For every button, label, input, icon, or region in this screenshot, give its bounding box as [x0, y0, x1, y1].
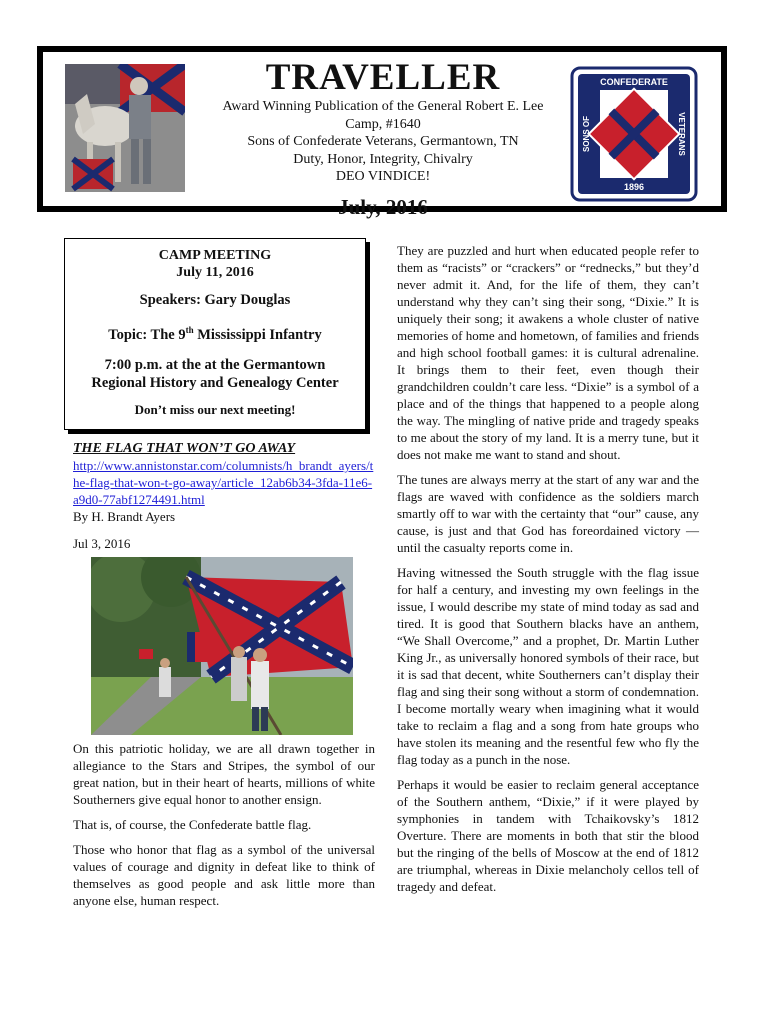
- issue-date: July, 2016: [338, 194, 428, 219]
- article-paragraph: On this patriotic holiday, we are all drawn together in allegiance to the Stars and Stripes, the symbol of our great nation, but in their heart of hearts, millions of white Southerners give equal honor to another ensign.: [73, 741, 375, 807]
- article-date: Jul 3, 2016: [73, 536, 131, 551]
- masthead: [37, 46, 727, 219]
- meeting-topic-suffix: Mississippi Infantry: [193, 326, 322, 343]
- logo-bottom-text: 1896: [623, 182, 645, 192]
- meeting-reminder: Don’t miss our next meeting!: [134, 401, 296, 417]
- flag-rally-photo: [91, 557, 353, 735]
- meeting-venue: Regional History and Genealogy Center: [91, 374, 339, 391]
- article-paragraph: That is, of course, the Confederate battle flag.: [73, 817, 312, 832]
- masthead-line: Award Winning Publication of the General Robert E. Lee: [222, 99, 544, 114]
- article-left-text: [73, 740, 375, 917]
- meeting-topic-prefix: Topic: The 9: [108, 326, 186, 343]
- masthead-line: Camp, #1640: [345, 116, 421, 132]
- article-paragraph: The tunes are always merry at the start of any war and the flags are waved with confidence as the soldiers march smartly off to war with the certainty that “our” cause, any cause, is just and that God has foreordained victory — until the casualty reports come in.: [397, 472, 699, 555]
- article-right-text: [397, 242, 699, 903]
- article-byline: By H. Brandt Ayers: [73, 509, 176, 524]
- masthead-line: Duty, Honor, Integrity, Chivalry: [293, 151, 473, 167]
- logo-top-text: CONFEDERATE: [600, 77, 668, 87]
- article-paragraph: Having witnessed the South struggle with the flag issue for half a century, and investing my own feelings in the issue, I would describe my state of mind today as sad and tired. It is good that Southern blacks have an anthem, “We Shall Overcome,” and a prophet, Dr. Martin Luther King Jr., as universally honored symbols of their race, but it is sad that decent, white Southerners can’t display their flag and sing their song without a storm of condemnation. I become mortally weary when imagining what it would take to reclaim a flag and a song from hate groups who have stolen its meaning and the resentful few who fly the flag today as a punch in the nose.: [397, 565, 699, 767]
- logo-left-text: SONS OF: [582, 115, 591, 153]
- meeting-time-location: 7:00 p.m. at the at the Germantown: [104, 356, 326, 373]
- meeting-heading: CAMP MEETING: [158, 248, 272, 263]
- scv-logo: [570, 66, 698, 202]
- meeting-date: July 11, 2016: [176, 265, 254, 280]
- meeting-speakers: Speakers: Gary Douglas: [139, 292, 291, 308]
- camp-meeting-box: [64, 238, 366, 430]
- article-header: [73, 440, 375, 565]
- article-title: THE FLAG THAT WON’T GO AWAY: [73, 441, 296, 456]
- masthead-line: Sons of Confederate Veterans, Germantown, TN: [247, 134, 519, 149]
- article-paragraph: Those who honor that flag as a symbol of the universal values of courage and dignity in defeat like to think of themselves as good people and ask little more than anyone else, human respect.: [73, 842, 375, 908]
- meeting-topic-superscript: th: [185, 325, 194, 335]
- article-link[interactable]: http://www.annistonstar.com/columnists/h_brandt_ayers/the-flag-that-won-t-go-away/article_12ab6b34-3fda-11e6-a9d0-77abf1274491.html: [73, 458, 374, 507]
- lee-portrait-photo: [65, 64, 185, 192]
- meeting-topic: [65, 321, 365, 344]
- article-paragraph: They are puzzled and hurt when educated people refer to them as “racists” or “crackers” or “rednecks,” but they’d never admit it. And, for the life of them, they can’t understand why they can’t sing their song, “Dixie.” It is uniquely their song; it awakens a whole cluster of native memories of home and hometown, of families and friends and high school football games: it is cultural adrenaline. It brings them to their feet, even though their grandchildren couldn’t care less. “Dixie” is a symbol of a place and of the things that happened to a people along the way. The mingling of native pride and tragedy speaks to me about the story of my land. It is a merry tune, but it does not make me want to stand and shout.: [397, 243, 699, 462]
- masthead-text: [193, 58, 573, 220]
- masthead-line: DEO VINDICE!: [335, 169, 431, 184]
- article-paragraph: Perhaps it would be easier to reclaim general acceptance of the Southern anthem, “Dixie,” if it were played by symphonies in tandem with Tchaikovsky’s 1812 Overture. There are moments in both that stir the blood but the ringing of the bells of Moscow at the end of 1812 are triumphal, whereas in Dixie melancholy cellos tell of tragedy and defeat.: [397, 777, 699, 894]
- logo-right-text: VETERANS: [677, 112, 686, 156]
- publication-title: TRAVELLER: [265, 57, 501, 98]
